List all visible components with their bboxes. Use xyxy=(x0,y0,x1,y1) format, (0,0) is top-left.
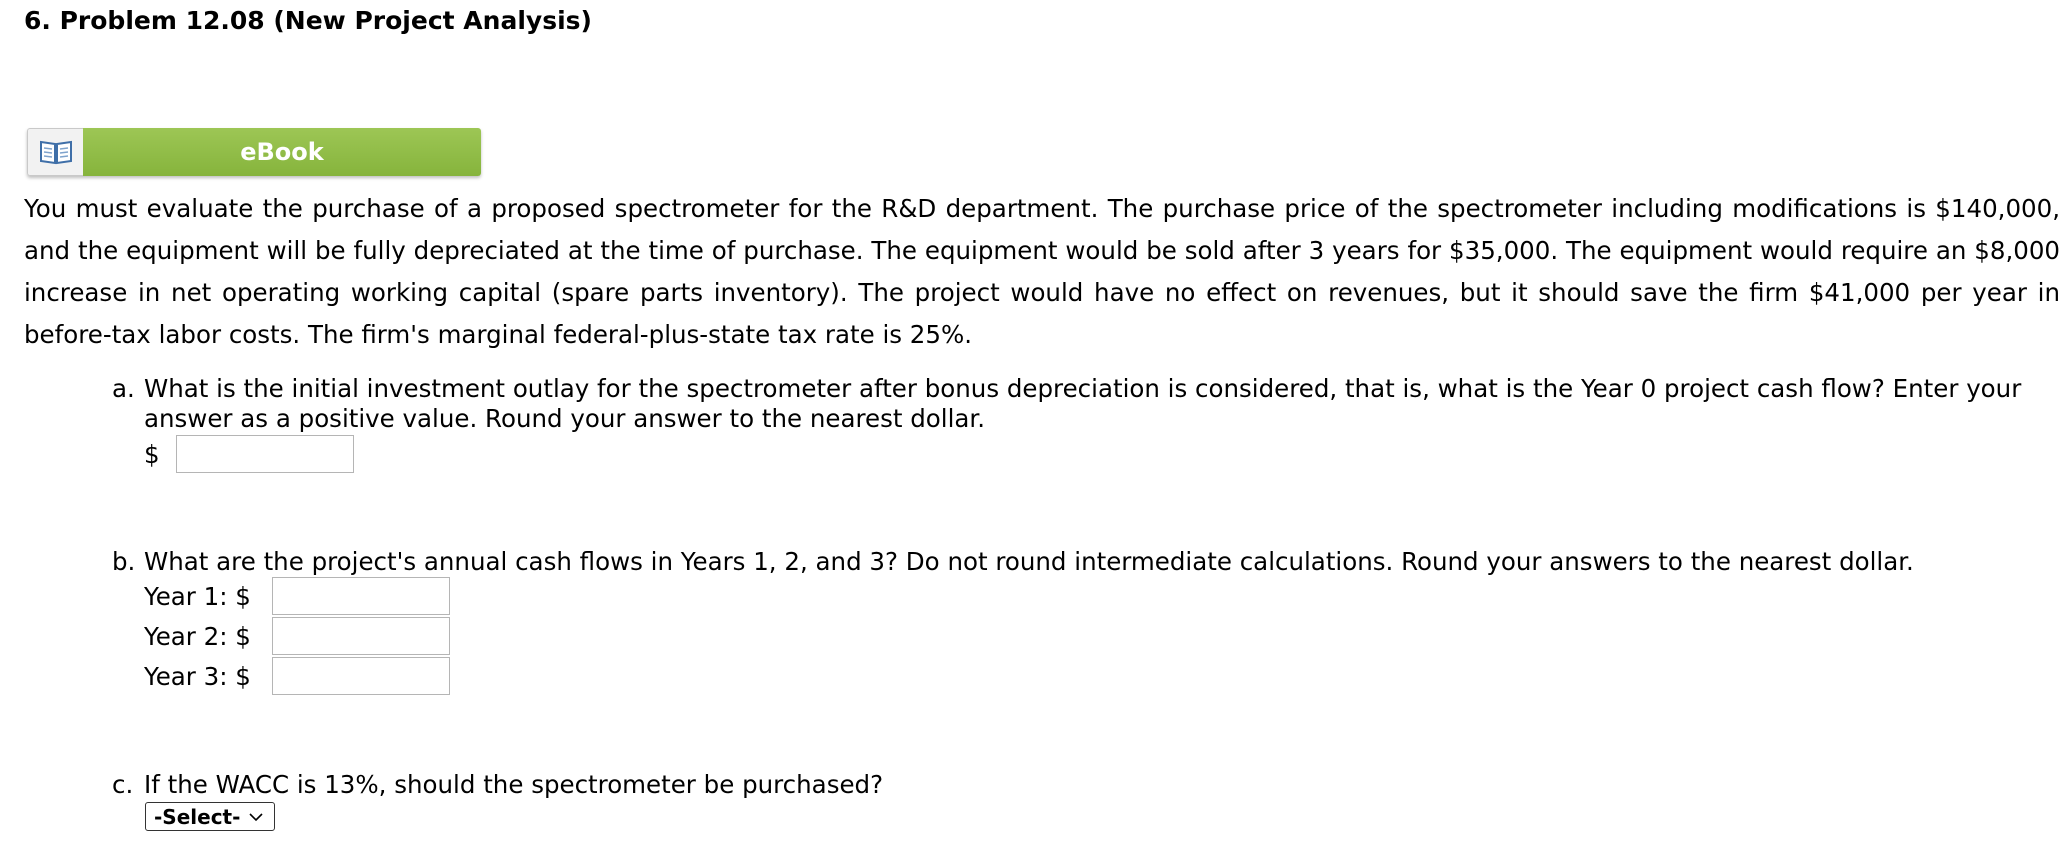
year0-cashflow-input[interactable] xyxy=(176,435,354,473)
chevron-down-icon xyxy=(248,807,264,831)
question-c-letter: c. xyxy=(112,770,134,799)
question-c xyxy=(112,770,2042,800)
purchase-decision-select-value: -Select- xyxy=(154,804,241,829)
question-a-letter: a. xyxy=(112,374,135,403)
ebook-button[interactable] xyxy=(27,128,481,176)
problem-description: You must evaluate the purchase of a proposed spectrometer for the R&D department. The purchase price of the spectrometer including modifications is $140,000, and the equipment will be fully depreciated at the time of purchase. The equipment would be sold after 3 years for $35,000. The equipment would require an $8,000 increase in net operating working capital (spare parts inventory). The project would have no effect on revenues, but it should save the firm $41,000 per year in before-tax labor costs. The firm's marginal federal-plus-state tax rate is 25%. xyxy=(24,194,2060,349)
question-b xyxy=(112,547,2042,577)
open-book-icon xyxy=(27,128,83,176)
ebook-label: eBook xyxy=(83,128,481,176)
question-b-letter: b. xyxy=(112,547,136,576)
year2-cashflow-input[interactable] xyxy=(272,617,450,655)
question-b-text: What are the project's annual cash flows in Years 1, 2, and 3? Do not round intermediate calculations. Round your answers to the nearest dollar. xyxy=(144,547,1914,576)
year1-cashflow-input[interactable] xyxy=(272,577,450,615)
question-c-text: If the WACC is 13%, should the spectrometer be purchased? xyxy=(144,770,884,799)
question-a-text-line1: What is the initial investment outlay for the spectrometer after bonus depreciation is considered, that is, what is the Year 0 project cash flow? Enter your xyxy=(144,374,2022,403)
question-a-currency: $ xyxy=(144,440,160,469)
question-a-text-line2: answer as a positive value. Round your answer to the nearest dollar. xyxy=(144,404,986,433)
problem-title: 6. Problem 12.08 (New Project Analysis) xyxy=(24,6,592,35)
year3-label: Year 3: $ xyxy=(144,662,251,691)
purchase-decision-select[interactable] xyxy=(145,802,275,831)
year2-label: Year 2: $ xyxy=(144,622,251,651)
year3-cashflow-input[interactable] xyxy=(272,657,450,695)
question-a xyxy=(112,374,2042,436)
year1-label: Year 1: $ xyxy=(144,582,251,611)
